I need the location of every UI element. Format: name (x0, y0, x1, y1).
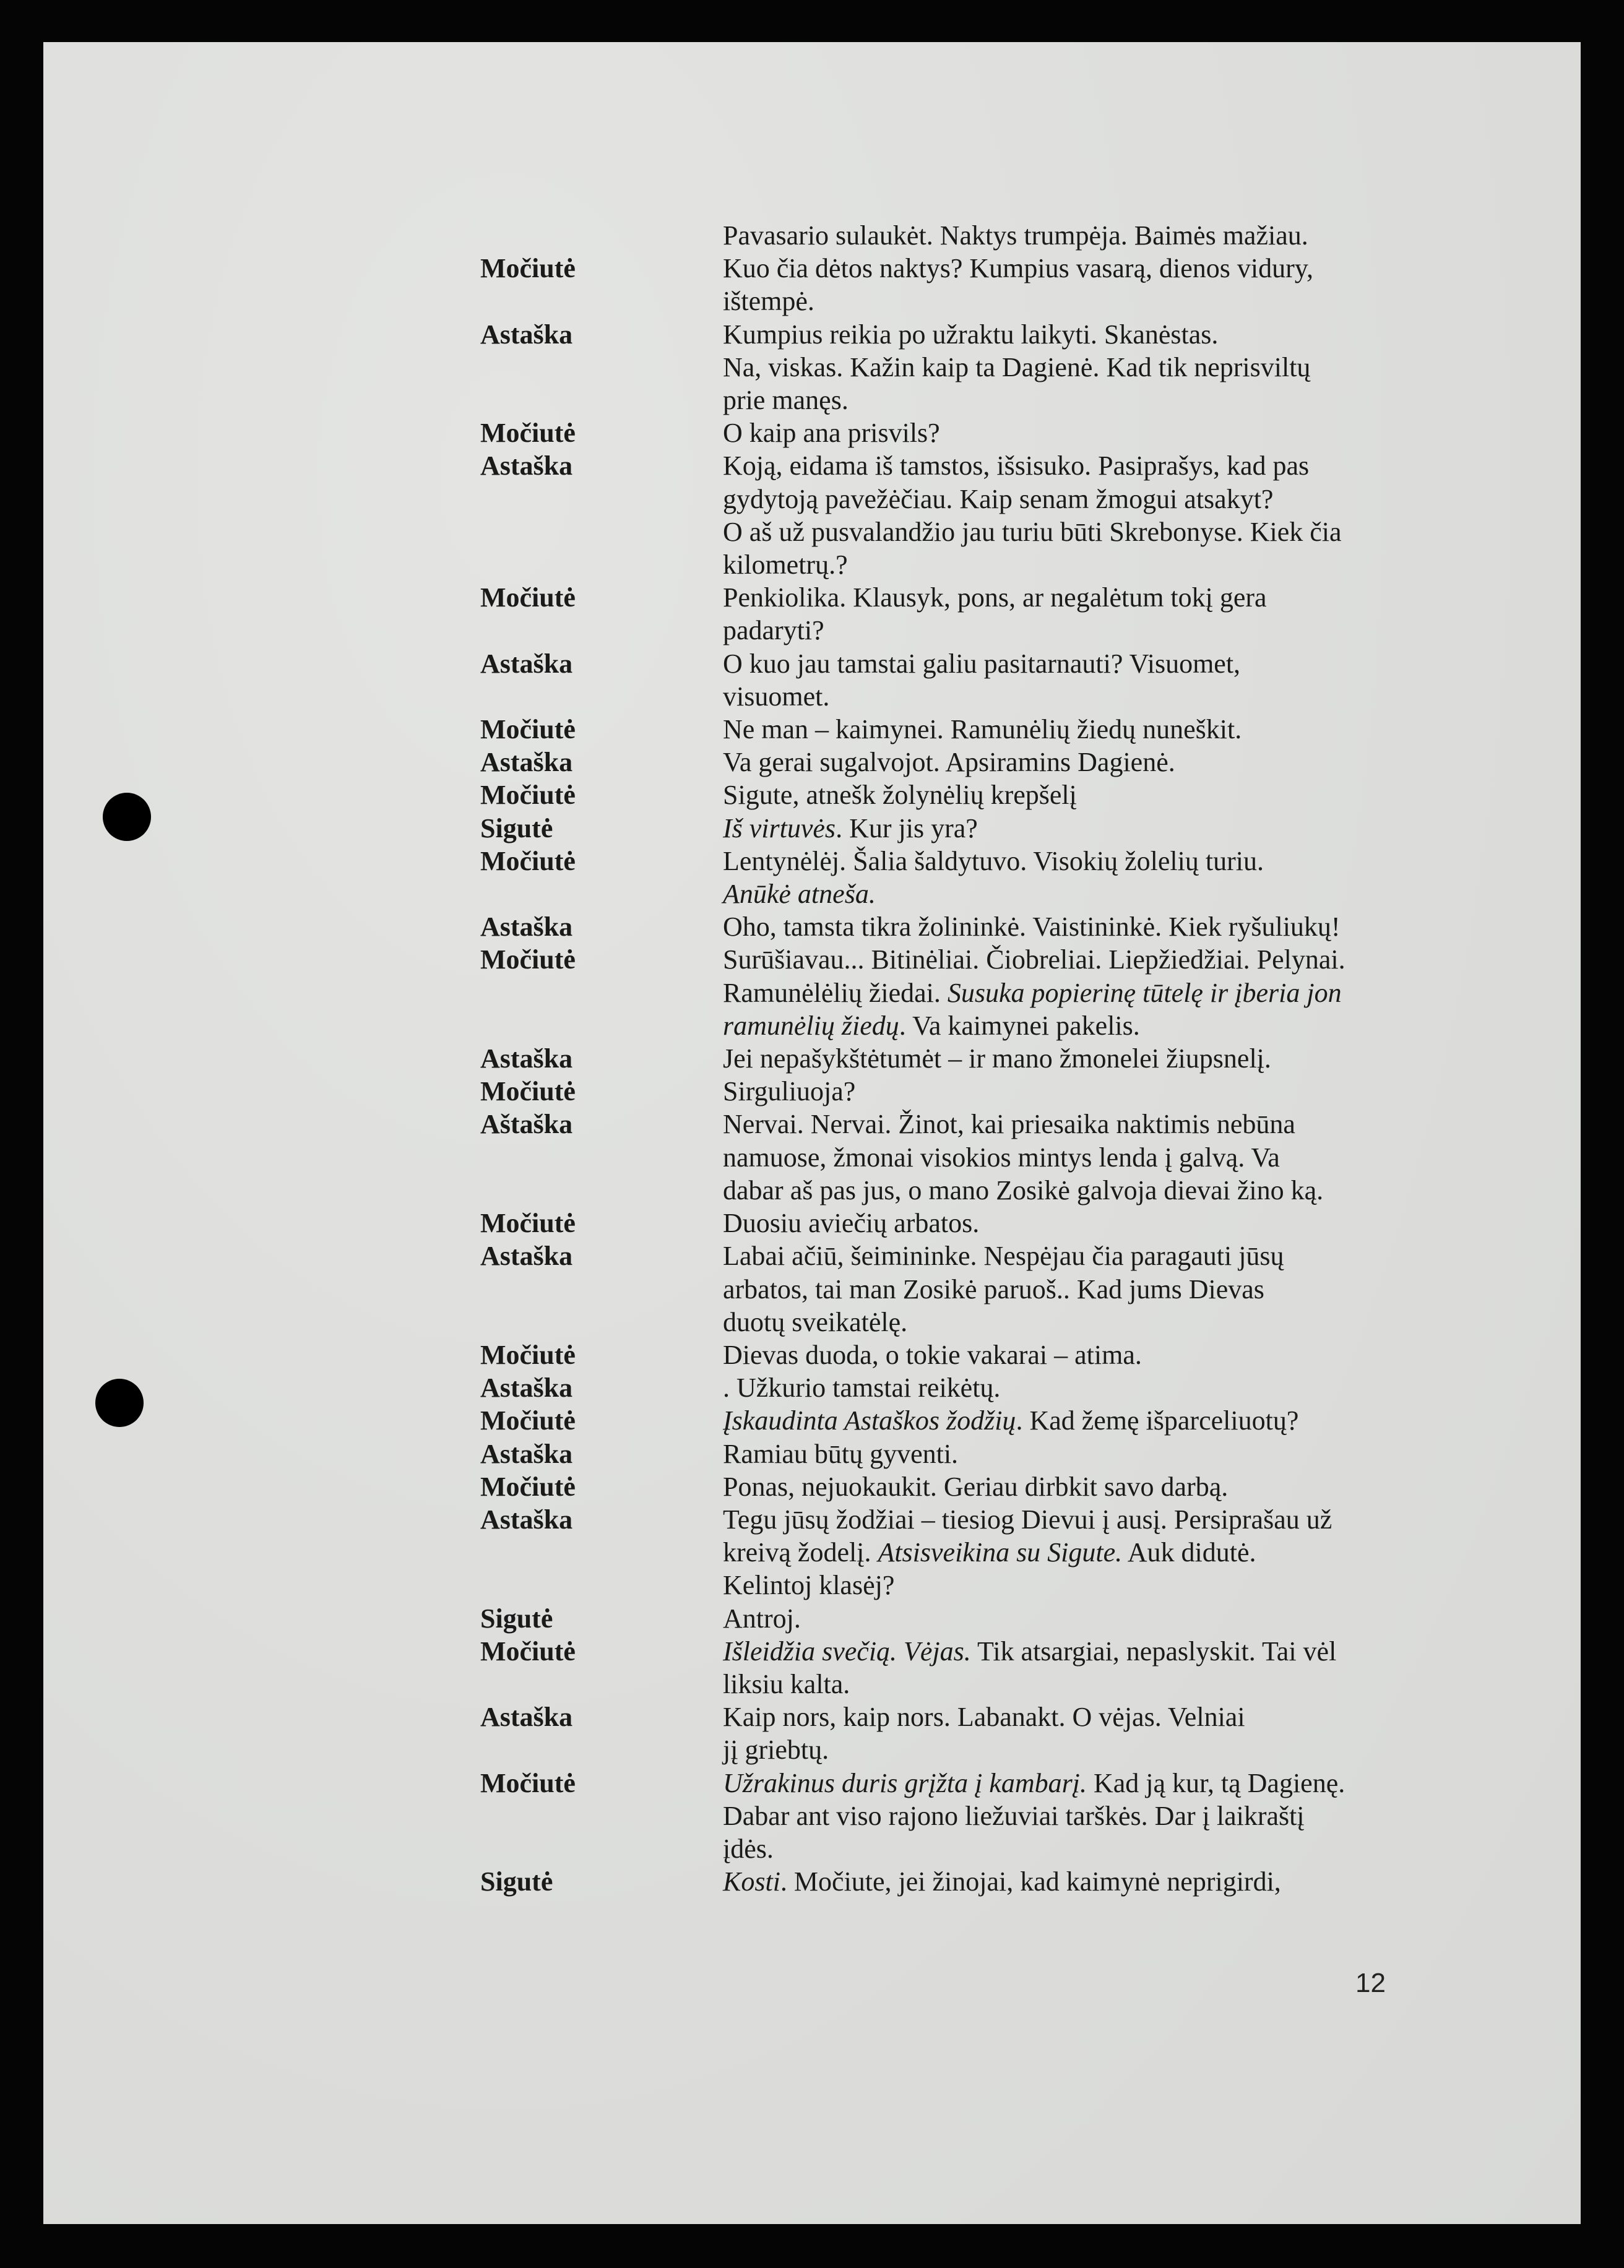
dialogue-line (723, 1569, 1466, 1602)
play-script-dialogue (0, 219, 1624, 1898)
line-text: Ramiau būtų gyventi. (723, 1438, 959, 1469)
dialogue-entry (0, 1339, 1624, 1371)
line-text: įdės. (723, 1833, 774, 1864)
dialogue-line (723, 845, 1466, 877)
speaker-name: Sigutė (480, 813, 553, 843)
speaker-name: Močiutė (480, 418, 576, 449)
speaker-name: Astaška (480, 1043, 573, 1074)
dialogue-line (723, 1503, 1466, 1536)
dialogue-line (723, 1273, 1466, 1306)
speaker-name: Astaška (480, 451, 573, 481)
dialogue-entry (0, 812, 1624, 845)
dialogue-line (723, 1240, 1466, 1272)
line-text: gydytoją pavežėčiau. Kaip senam žmogui atsakyt? (723, 483, 1274, 514)
line-text: . Kur jis yra? (836, 813, 978, 843)
dialogue-line (723, 384, 1466, 416)
line-text: . Va kaimynei pakelis. (899, 1010, 1140, 1041)
dialogue-line (723, 219, 1466, 252)
line-text: Jei nepašykštėtumėt – ir mano žmonelei žiupsnelį. (723, 1043, 1271, 1074)
line-text: Dievas duoda, o tokie vakarai – atima. (723, 1339, 1142, 1370)
stage-direction: Įskaudinta Astaškos žodžių (723, 1405, 1016, 1436)
dialogue-line (723, 746, 1466, 778)
dialogue-entry (0, 778, 1624, 811)
dialogue-entry (0, 746, 1624, 778)
line-text: Tegu jūsų žodžiai – tiesiog Dievui į ausį. Persiprašau už (723, 1504, 1332, 1535)
line-text: namuose, žmonai visokios mintys lenda į galvą. Va (723, 1142, 1280, 1173)
speaker-name: Močiutė (480, 582, 576, 613)
speaker-name: Astaška (480, 1504, 573, 1535)
line-text: arbatos, tai man Zosikė paruoš.. Kad jums Dievas (723, 1274, 1264, 1304)
line-text: Ne man – kaimynei. Ramunėlių žiedų nuneškit. (723, 714, 1242, 745)
dialogue-line (723, 1832, 1466, 1865)
dialogue-line (723, 1108, 1466, 1140)
dialogue-entry (0, 1240, 1624, 1339)
dialogue-entry (0, 1701, 1624, 1766)
line-text: kreivą žodelį. (723, 1537, 878, 1568)
dialogue-entry (0, 416, 1624, 449)
line-text: visuomet. (723, 681, 830, 712)
line-text: O kuo jau tamstai galiu pasitarnauti? Visuomet, (723, 648, 1241, 679)
dialogue-line (723, 977, 1466, 1009)
stage-direction: ramunėlių žiedų (723, 1010, 899, 1041)
speaker-name: Astaška (480, 747, 573, 778)
line-text: O kaip ana prisvils? (723, 418, 940, 449)
stage-direction: Anūkė atneša. (723, 879, 876, 910)
dialogue-entry (0, 1042, 1624, 1075)
dialogue-entry (0, 449, 1624, 581)
line-text: Penkiolika. Klausyk, pons, ar negalėtum tokį gera (723, 582, 1267, 613)
stage-direction: Atsisveikina su Sigute. (878, 1537, 1123, 1568)
dialogue-line (723, 285, 1466, 317)
speaker-name: Astaška (480, 319, 573, 350)
line-text: Kad ją kur, tą Dagienę. (1086, 1767, 1345, 1798)
dialogue-entry (0, 1767, 1624, 1866)
line-text: Sigute, atnešk žolynėlių krepšelį (723, 780, 1077, 811)
dialogue-line (723, 1339, 1466, 1371)
line-text: prie manęs. (723, 385, 849, 416)
dialogue-entry (0, 252, 1624, 317)
speaker-name: Močiutė (480, 1208, 576, 1239)
dialogue-entry (0, 1075, 1624, 1108)
speaker-name: Sigutė (480, 1603, 553, 1634)
dialogue-line (723, 1042, 1466, 1075)
dialogue-line (723, 614, 1466, 647)
line-text: Koją, eidama iš tamstos, išsisuko. Pasiprašys, kad pas (723, 451, 1310, 481)
line-text: liksiu kalta. (723, 1668, 850, 1699)
dialogue-line (723, 318, 1466, 351)
dialogue-line (723, 1141, 1466, 1174)
line-text: ištempė. (723, 286, 814, 317)
dialogue-entry (0, 910, 1624, 943)
line-text: . Kad žemę išparceliuotų? (1016, 1405, 1299, 1436)
speaker-name: Močiutė (480, 1405, 576, 1436)
line-text: Oho, tamsta tikra žolininkė. Vaistininkė. Kiek ryšuliukų! (723, 912, 1341, 942)
speaker-name: Astaška (480, 1241, 573, 1272)
line-text: kilometrų.? (723, 550, 848, 580)
speaker-name: Astaška (480, 648, 573, 679)
dialogue-line (723, 1438, 1466, 1470)
dialogue-line (723, 812, 1466, 845)
dialogue-line (723, 943, 1466, 976)
dialogue-line (723, 1865, 1466, 1898)
line-text: Pavasario sulaukėt. Naktys trumpėja. Baimės mažiau. (723, 220, 1308, 251)
dialogue-entry (0, 581, 1624, 647)
line-text: duotų sveikatėlę. (723, 1306, 908, 1337)
dialogue-line (723, 1701, 1466, 1733)
speaker-name: Močiutė (480, 845, 576, 876)
dialogue-entry (0, 845, 1624, 910)
dialogue-entry (0, 1635, 1624, 1701)
line-text: Ponas, nejuokaukit. Geriau dirbkit savo darbą. (723, 1471, 1229, 1502)
line-text: Duosiu aviečių arbatos. (723, 1208, 980, 1239)
dialogue-entry (0, 647, 1624, 713)
line-text: jį griebtų. (723, 1735, 829, 1766)
dialogue-entry (0, 1470, 1624, 1503)
speaker-name: Močiutė (480, 944, 576, 975)
dialogue-line (723, 910, 1466, 943)
dialogue-line (723, 1371, 1466, 1404)
line-text: padaryti? (723, 615, 824, 646)
line-text: Labai ačiū, šeimininke. Nespėjau čia paragauti jūsų (723, 1241, 1284, 1272)
line-text: Kuo čia dėtos naktys? Kumpius vasarą, dienos vidury, (723, 253, 1313, 284)
speaker-name: Močiutė (480, 1636, 576, 1667)
stage-direction: Kosti (723, 1866, 780, 1897)
speaker-name: Sigutė (480, 1866, 553, 1897)
line-text: . Užkurio tamstai reikėtų. (723, 1373, 1001, 1403)
dialogue-line (723, 1207, 1466, 1240)
dialogue-entry (0, 318, 1624, 351)
speaker-name: Močiutė (480, 1471, 576, 1502)
dialogue-entry (0, 351, 1624, 416)
line-text: Nervai. Nervai. Žinot, kai priesaika naktimis nebūna (723, 1109, 1295, 1140)
line-text: Dabar ant viso rajono liežuviai tarškės. Dar į laikraštį (723, 1800, 1305, 1831)
line-text: Tik atsargiai, nepaslyskit. Tai vėl (970, 1636, 1337, 1667)
speaker-name: Močiutė (480, 714, 576, 745)
dialogue-line (723, 1536, 1466, 1569)
dialogue-line (723, 1404, 1466, 1437)
dialogue-line (723, 351, 1466, 384)
dialogue-line (723, 548, 1466, 581)
dialogue-entry (0, 1602, 1624, 1635)
speaker-name: Močiutė (480, 1339, 576, 1370)
line-text: Lentynėlėj. Šalia šaldytuvo. Visokių žolelių turiu. (723, 845, 1264, 876)
stage-direction: Susuka popierinę tūtelę ir įberia jon (947, 977, 1342, 1008)
dialogue-line (723, 647, 1466, 680)
speaker-name: Astaška (480, 1373, 573, 1403)
line-text: Kelintoj klasėj? (723, 1570, 895, 1601)
dialogue-line (723, 778, 1466, 811)
speaker-name: Astaška (480, 912, 573, 942)
line-text: Antroj. (723, 1603, 801, 1634)
speaker-name: Močiutė (480, 1767, 576, 1798)
dialogue-line (723, 1602, 1466, 1635)
dialogue-line (723, 581, 1466, 614)
speaker-name: Aštaška (480, 1109, 573, 1140)
dialogue-line (723, 252, 1466, 285)
dialogue-line (723, 1009, 1466, 1042)
dialogue-line (723, 680, 1466, 713)
speaker-name: Močiutė (480, 1076, 576, 1107)
dialogue-line (723, 1075, 1466, 1108)
stage-direction: Iš virtuvės (723, 813, 836, 843)
line-text: Ramunėlėlių žiedai. (723, 977, 948, 1008)
speaker-name: Astaška (480, 1438, 573, 1469)
dialogue-entry (0, 1207, 1624, 1240)
dialogue-line (723, 1800, 1466, 1832)
line-text: Kumpius reikia po užraktu laikyti. Skanėstas. (723, 319, 1219, 350)
line-text: Kaip nors, kaip nors. Labanakt. O vėjas. Velniai (723, 1702, 1245, 1733)
dialogue-line (723, 1767, 1466, 1800)
dialogue-entry (0, 1108, 1624, 1207)
dialogue-entry (0, 1371, 1624, 1404)
stage-direction: Užrakinus duris grįžta į kambarį. (723, 1767, 1087, 1798)
speaker-name: Močiutė (480, 253, 576, 284)
line-text: Surūšiavau... Bitinėliai. Čiobreliai. Liepžiedžiai. Pelynai. (723, 944, 1345, 975)
dialogue-line (723, 1306, 1466, 1339)
dialogue-entry (0, 1404, 1624, 1437)
line-text: dabar aš pas jus, o mano Zosikė galvoja dievai žino ką. (723, 1175, 1324, 1205)
page-number: 12 (1355, 1968, 1386, 1998)
dialogue-entry (0, 1438, 1624, 1470)
dialogue-line (723, 449, 1466, 482)
dialogue-entry (0, 1865, 1624, 1898)
line-text: . Močiute, jei žinojai, kad kaimynė neprigirdi, (780, 1866, 1281, 1897)
dialogue-line (723, 1668, 1466, 1701)
line-text: O aš už pusvalandžio jau turiu būti Skrebonyse. Kiek čia (723, 516, 1342, 547)
line-text: Va gerai sugalvojot. Apsiramins Dagienė. (723, 747, 1175, 778)
dialogue-entry (0, 713, 1624, 746)
dialogue-line (723, 713, 1466, 746)
dialogue-line (723, 1174, 1466, 1207)
dialogue-entry (0, 219, 1624, 252)
stage-direction: Išleidžia svečią. Vėjas. (723, 1636, 971, 1667)
dialogue-entry (0, 1503, 1624, 1602)
line-text: Sirguliuoja? (723, 1076, 856, 1107)
line-text: Auk didutė. (1122, 1537, 1256, 1568)
dialogue-line (723, 416, 1466, 449)
dialogue-line (723, 1470, 1466, 1503)
speaker-name: Močiutė (480, 780, 576, 811)
dialogue-line (723, 515, 1466, 548)
dialogue-line (723, 877, 1466, 910)
dialogue-line (723, 483, 1466, 515)
dialogue-entry (0, 943, 1624, 1042)
dialogue-line (723, 1733, 1466, 1766)
dialogue-line (723, 1635, 1466, 1668)
speaker-name: Astaška (480, 1702, 573, 1733)
line-text: Na, viskas. Kažin kaip ta Dagienė. Kad tik neprisviltų (723, 351, 1311, 382)
